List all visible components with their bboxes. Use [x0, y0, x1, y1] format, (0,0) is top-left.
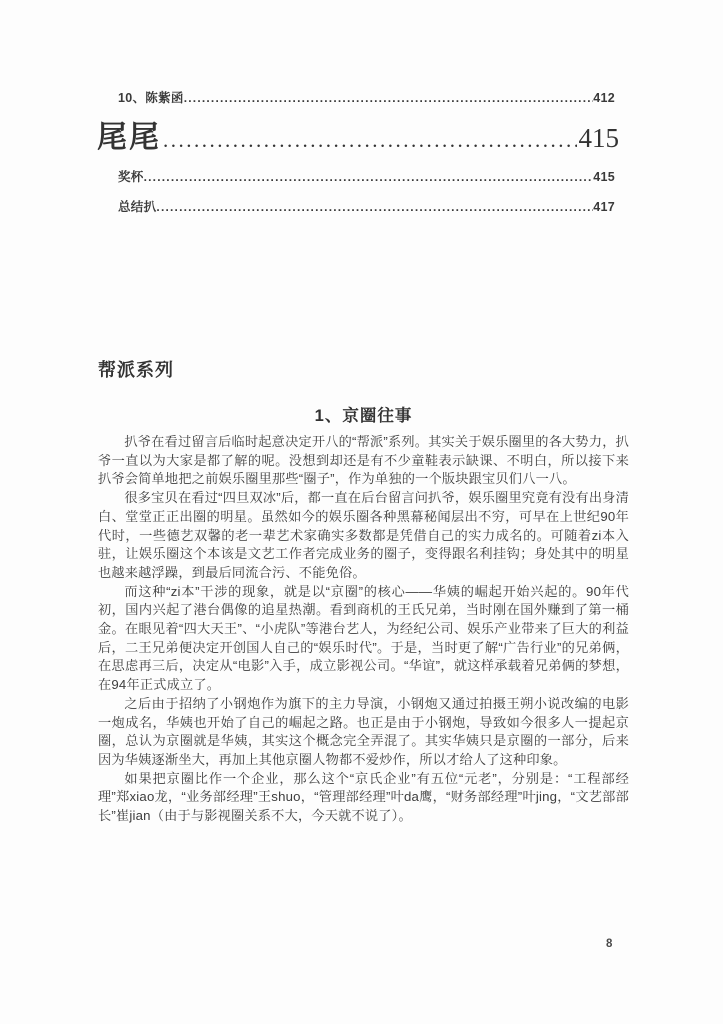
- toc-entry-chenzihan: [118, 88, 615, 106]
- paragraph: 之后由于招纳了小钢炮作为旗下的主力导演，小钢炮又通过拍摄王朔小说改编的电影一炮成名，华姨也开始了自己的崛起之路。也正是由于小钢炮，导致如今很多人一提起京圈，总认为京圈就是华姨，其实这个概念完全弄混了。其实华姨只是京圈的一部分，后来因为华姨逐渐坐大，再加上其他京圈人物都不爱炒作，所以才给人了这种印象。: [98, 695, 629, 767]
- toc-entry-jiangbei: [118, 167, 615, 185]
- dot-leader: [163, 128, 577, 153]
- toc-entry-page: 415: [593, 170, 615, 184]
- toc-entry-weiwei: [97, 112, 619, 156]
- toc-entry-zongjieba: [118, 197, 615, 215]
- dot-leader: [144, 170, 594, 184]
- chapter-body: [98, 433, 629, 826]
- dot-leader: [156, 200, 593, 214]
- section-heading: 帮派系列: [98, 360, 174, 380]
- paragraph: 很多宝贝在看过“四旦双冰”后，都一直在后台留言问扒爷，娱乐圈里究竟有没有出身清白、堂堂正正出圈的明星。虽然如今的娱乐圈各种黑幕秘闻层出不穷，可早在上世纪90年代时，一些德艺双馨的老一辈艺术家确实多数都是凭借自己的实力成名的。可随着zi本入驻，让娱乐圈这个本该是文艺工作者完成业务的圈子，变得跟名利挂钩；身处其中的明星也越来越浮躁，到最后同流合污、不能免俗。: [98, 490, 629, 580]
- toc-entry-page: 415: [578, 123, 619, 153]
- paragraph: 扒爷在看过留言后临时起意决定开八的“帮派”系列。其实关于娱乐圈里的各大势力，扒爷一直以为大家是都了解的呢。没想到却还是有不少童鞋表示缺课、不明白，所以接下来扒爷会简单地把之前娱乐圈里那些“圈子”，作为单独的一个版块跟宝贝们八一八。: [98, 434, 629, 487]
- toc-entry-page: 417: [593, 200, 615, 214]
- toc-entry-page: 412: [593, 91, 615, 105]
- paragraph: 而这种“zi本”干涉的现象，就是以“京圈”的核心——华姨的崛起开始兴起的。90年代初，国内兴起了港台偶像的追星热潮。看到商机的王氏兄弟，当时刚在国外赚到了第一桶金。在眼见着“四大天王”、“小虎队”等港台艺人，为经纪公司、娱乐产业带来了巨大的利益后，二王兄弟便决定开创国人自己的“娱乐时代”。于是，当时更了解“广告行业”的兄弟俩，在思虑再三后，决定从“电影”入手，成立影视公司。“华谊”，就这样承载着兄弟俩的梦想，在94年正式成立了。: [98, 583, 629, 693]
- dot-leader: [184, 91, 594, 105]
- toc-entry-label: 尾尾: [97, 121, 161, 154]
- paragraph: 如果把京圈比作一个企业，那么这个“京氏企业”有五位“元老”，分别是：“工程部经理”郑xiao龙，“业务部经理”王shuo，“管理部经理”叶da鹰，“财务部经理”叶jing，“文艺部部长”崔jian（由于与影视圈关系不大，今天就不说了）。: [98, 770, 629, 824]
- chapter-heading: 1、京圈往事: [314, 407, 413, 425]
- toc-entry-label: 奖杯: [118, 170, 144, 184]
- page-number: 8: [606, 938, 613, 950]
- toc-entry-label: 总结扒: [118, 200, 157, 214]
- toc-entry-label: 10、陈紫函: [118, 91, 184, 105]
